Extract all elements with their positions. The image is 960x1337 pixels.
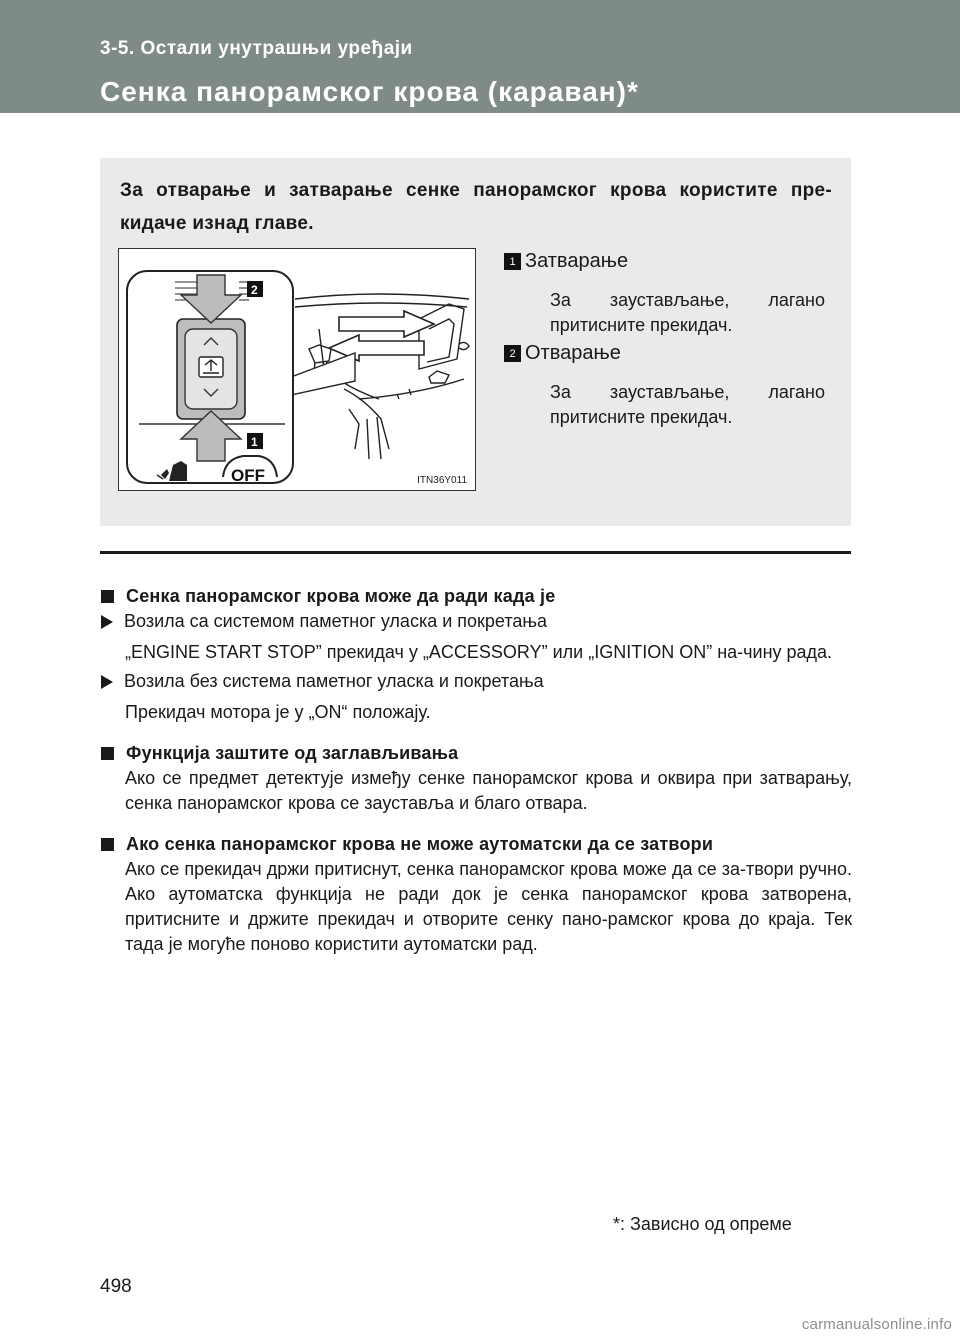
note-body: Ако се прекидач држи притиснут, сенка панорамског крова може да се за-твори ручно. Ако аутоматска функција не ради док је сенка панорамског крова затворена, притисните и држите прекидач и отворите сенку пано-рамског крова до краја. Тек тада је могуће поново користити аутоматски рад. (125, 859, 852, 954)
step-1-desc-line1: За заустављање, лагано (550, 290, 825, 310)
page-title: Сенка панорамског крова (караван)* (100, 76, 639, 107)
note-heading (100, 741, 852, 766)
step-2 (504, 342, 621, 365)
off-label: OFF (231, 466, 265, 485)
figure-code: ITN36Y011 (417, 475, 467, 486)
square-bullet-icon (101, 838, 114, 851)
square-bullet-icon (101, 590, 114, 603)
step-1-desc-line2: притисните прекидач. (550, 315, 733, 335)
note-heading-text: Сенка панорамског крова може да ради када је (126, 586, 556, 606)
note-heading-text: Ако сенка панорамског крова не може аутоматски да се затвори (126, 834, 714, 854)
header-band (0, 0, 960, 113)
note-operating-conditions (100, 584, 852, 725)
footnote: *: Зависно од опреме (613, 1214, 792, 1234)
note-body: Ако се предмет детектује између сенке панорамског крова и оквира при затварању, сенка панорамског крова се зауставља и благо отвара. (125, 768, 852, 813)
step-2-label: Отварање (525, 342, 621, 364)
bullet-text: Возила са системом паметног уласка и покретања (124, 611, 548, 631)
step-2-desc-line2: притисните прекидач. (550, 407, 733, 427)
bullet-text: Возила без система паметног уласка и покретања (124, 671, 544, 691)
note-heading-text: Функција заштите од заглављивања (126, 743, 459, 763)
intro-text: За отварање и затварање сенке панорамског крова користите пре-кидаче изнад главе. (120, 180, 832, 234)
note-anti-pinch (100, 741, 852, 816)
bullet-item (100, 609, 852, 634)
bullet-detail: Прекидач мотора је у „ON“ положају. (125, 702, 431, 722)
section-label: 3-5. Остали унутрашњи уређаји (100, 38, 413, 59)
note-heading (100, 832, 852, 857)
watermark: carmanualsonline.info (801, 1316, 952, 1333)
page-number: 498 (100, 1276, 132, 1297)
step-1 (504, 250, 628, 273)
step-1-label: Затварање (525, 250, 629, 272)
triangle-bullet-icon (101, 615, 113, 629)
note-heading (100, 584, 852, 609)
step-1-badge: 1 (504, 253, 521, 270)
step-1-description (550, 288, 825, 338)
slide-arrow-drawing (329, 311, 434, 361)
note-manual-close (100, 832, 852, 957)
callout-1-label: 1 (251, 435, 258, 449)
bullet-item (100, 669, 852, 694)
callout-2-label: 2 (251, 283, 258, 297)
step-2-badge: 2 (504, 345, 521, 362)
switch-illustration (118, 248, 476, 491)
notes-section (100, 584, 852, 970)
overhead-switch-figure (119, 249, 476, 491)
step-2-description (550, 380, 825, 430)
step-2-desc-line1: За заустављање, лагано (550, 382, 825, 402)
section-divider (100, 551, 851, 554)
triangle-bullet-icon (101, 675, 113, 689)
square-bullet-icon (101, 747, 114, 760)
info-box (100, 158, 851, 526)
bullet-detail: „ENGINE START STOP” прекидач у „ACCESSORY” или „IGNITION ON” на-чину рада. (125, 642, 833, 662)
